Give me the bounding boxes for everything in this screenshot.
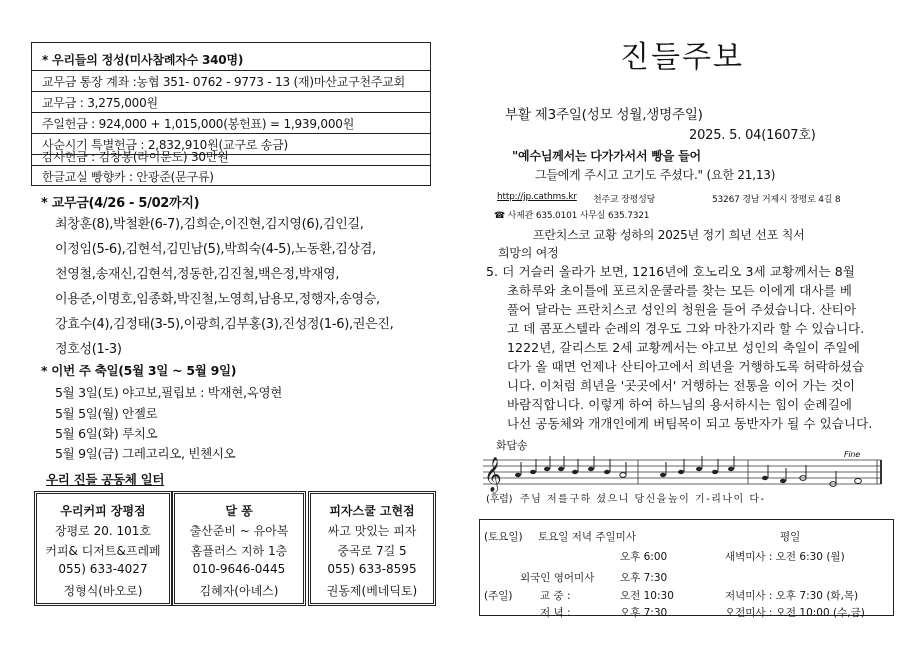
bulletin-title: 진들주보 <box>620 40 744 75</box>
box-line: 홈플러스 지하 1층 <box>190 544 288 558</box>
weekday-dawn: 새벽미사 : 오전 6:30 (월) <box>725 551 845 563</box>
evening-time: 오후 7:30 <box>620 607 668 619</box>
church-fee: 교무금 : 3,275,000원 <box>42 96 158 110</box>
psalm-lyrics: 주님 저를구하 셨으니 당신을높이 기-리나이 다- <box>520 494 766 505</box>
hangul-class: 한글교실 빵향카 : 안광준(문구류) <box>42 170 214 184</box>
letter-title: 프란치스코 교황 성하의 2025년 정기 희년 선포 칙서 <box>533 228 805 242</box>
letter-line: 풀어 달라는 프란치스코 성인의 청원을 들어 주셨습니다. 산티아 <box>507 302 857 317</box>
community-box-baby <box>172 491 306 606</box>
letter-line: 1222년, 갈리스토 2세 교황께서는 야고보 성인의 축일이 주일에 <box>507 340 860 355</box>
fine-mark: Fine <box>844 450 861 459</box>
liturgy-subtitle: 부활 제3주일(성모 성월,생명주일) <box>505 107 703 123</box>
saturday-label: (토요일) <box>484 531 523 543</box>
feast-line: 5월 3일(토) 야고보,필립보 : 박재현,옥영현 <box>55 385 283 400</box>
youth-label: 교 중 : <box>540 590 571 602</box>
offering-box <box>31 42 431 186</box>
mass-schedule <box>479 519 894 619</box>
svg-text:𝄞: 𝄞 <box>484 457 502 492</box>
donor-line: 강효수(4),김정태(3-5),이광희,김부홍(3),진성정(1-6),권은진, <box>55 317 394 332</box>
donor-line: 이정임(5-6),김현석,김민남(5),박희숙(4-5),노동환,김상겸, <box>55 242 376 257</box>
parish-address: 53267 경남 거제시 장평로 4길 8 <box>712 195 841 205</box>
letter-line: 다가 올 때면 언제나 산티아고에서 희년을 거행하도록 허락하셨습 <box>507 359 865 374</box>
box-line: 055) 633-8595 <box>327 562 417 576</box>
issue-date: 2025. 5. 04(1607호) <box>689 128 816 143</box>
saturday-time: 오후 6:00 <box>620 551 668 563</box>
offering-title: * 우리들의 정성(미사참례자수 340명) <box>42 53 244 67</box>
box-line: 권동제(베네딕토) <box>326 584 418 598</box>
refrain-label: (후렴) <box>486 494 513 505</box>
saturday-mass: 토요일 저녁 주일미사 <box>538 531 636 543</box>
youth-time: 오전 10:30 <box>620 590 674 602</box>
letter-subtitle: 희망의 여정 <box>498 246 559 260</box>
box-line: 싸고 맛있는 피자 <box>327 524 417 538</box>
feast-line: 5월 5일(월) 안젤로 <box>55 406 158 421</box>
website-link[interactable]: http://jp.cathms.kr <box>497 192 577 202</box>
feasts-title: * 이번 주 축일(5월 3일 ~ 5월 9일) <box>41 363 237 378</box>
box-line: 출산준비 ~ 유아복 <box>189 524 289 538</box>
box-line: 달 퐁 <box>225 504 253 518</box>
account-info: 교무금 통장 계좌 :농협 351- 0762 - 9773 - 13 (재)마산교구천주교회 <box>42 75 406 89</box>
community-box-pizza <box>308 491 436 606</box>
quote-line-1: "예수님께서는 다가가서서 빵을 들어 <box>512 149 701 163</box>
letter-line: 고 데 콤포스텔라 순례의 경우도 그와 마찬가지라 할 수 있습니다. <box>507 321 865 336</box>
letter-line: 니다. 이처럼 희년을 '곳곳에서' 거행하는 전통을 이어 가는 것이 <box>507 378 856 393</box>
psalm-label: 화답송 <box>496 439 528 452</box>
sunday-offering: 주일헌금 : 924,000 + 1,015,000(봉헌표) = 1,939,000원 <box>42 117 355 131</box>
box-line: 장평로 20. 101호 <box>55 524 151 538</box>
donor-line: 정호성(1-3) <box>55 342 122 357</box>
letter-line: 바람직합니다. 이렇게 하여 하느님의 용서하시는 힘이 순례길에 <box>507 397 853 412</box>
box-line: 정형식(바오로) <box>63 584 143 598</box>
parish-phone: ☎ 사제관 635.0101 사무실 635.7321 <box>494 211 650 221</box>
evening-label: 저 녁 : <box>540 607 571 619</box>
community-title: 우리 진들 공동체 일터 <box>46 472 165 487</box>
donor-line: 천영철,송재신,김현석,정동한,김진철,백은정,박재영, <box>55 267 340 282</box>
sunday-label: (주일) <box>484 590 513 602</box>
feast-line: 5월 9일(금) 그레고리오, 빈첸시오 <box>55 446 236 461</box>
box-line: 010-9646-0445 <box>192 562 286 576</box>
weekday-label: 평일 <box>780 531 801 543</box>
box-line: 피자스쿨 고현점 <box>329 504 415 518</box>
community-box-cafe <box>34 491 172 606</box>
feast-line: 5월 6일(화) 루치오 <box>55 426 158 441</box>
box-line: 커피& 디저트&프레페 <box>45 544 161 558</box>
donors-title: * 교무금(4/26 - 5/02까지) <box>41 196 200 211</box>
letter-line: 초하루와 초이틀에 포르치운쿨라를 찾는 모든 이에게 대사를 베 <box>507 283 853 298</box>
box-line: 중곡로 7길 5 <box>337 544 407 558</box>
box-line: 우리커피 장평점 <box>60 504 146 518</box>
box-line: 055) 633-4027 <box>58 562 148 576</box>
quote-line-2: 그들에게 주시고 고기도 주셨다." (요한 21,13) <box>535 168 776 182</box>
box-line: 김혜자(아녜스) <box>199 584 279 598</box>
parish-name: 천주교 장평성당 <box>593 195 656 205</box>
donor-line: 최창훈(8),박철환(6-7),김희순,이진현,김지영(6),김인길, <box>55 217 364 232</box>
foreign-label: 외국인 영어미사 <box>520 572 595 584</box>
donor-line: 이용준,이명호,임종화,박진철,노영희,남용모,정행자,송영승, <box>55 292 380 307</box>
letter-line: 5. 더 거슬러 올라가 보면, 1216년에 호노리오 3세 교황께서는 8월 <box>486 264 856 279</box>
letter-line: 나선 공동체와 개개인에게 버팀목이 되고 동반자가 될 수 있습니다. <box>507 416 873 431</box>
thanks-offering: 감사헌금 : 김창봉(라이문도) 30만원 <box>42 150 229 164</box>
weekday-evening: 저녁미사 : 오후 7:30 (화,목) <box>725 590 859 602</box>
foreign-time: 오후 7:30 <box>620 572 668 584</box>
weekday-morning: 오전미사 : 오전 10:00 (수,금) <box>725 607 865 619</box>
lent-offering: 사순시기 특별헌금 : 2,832,910원(교구로 송금) <box>42 138 289 152</box>
